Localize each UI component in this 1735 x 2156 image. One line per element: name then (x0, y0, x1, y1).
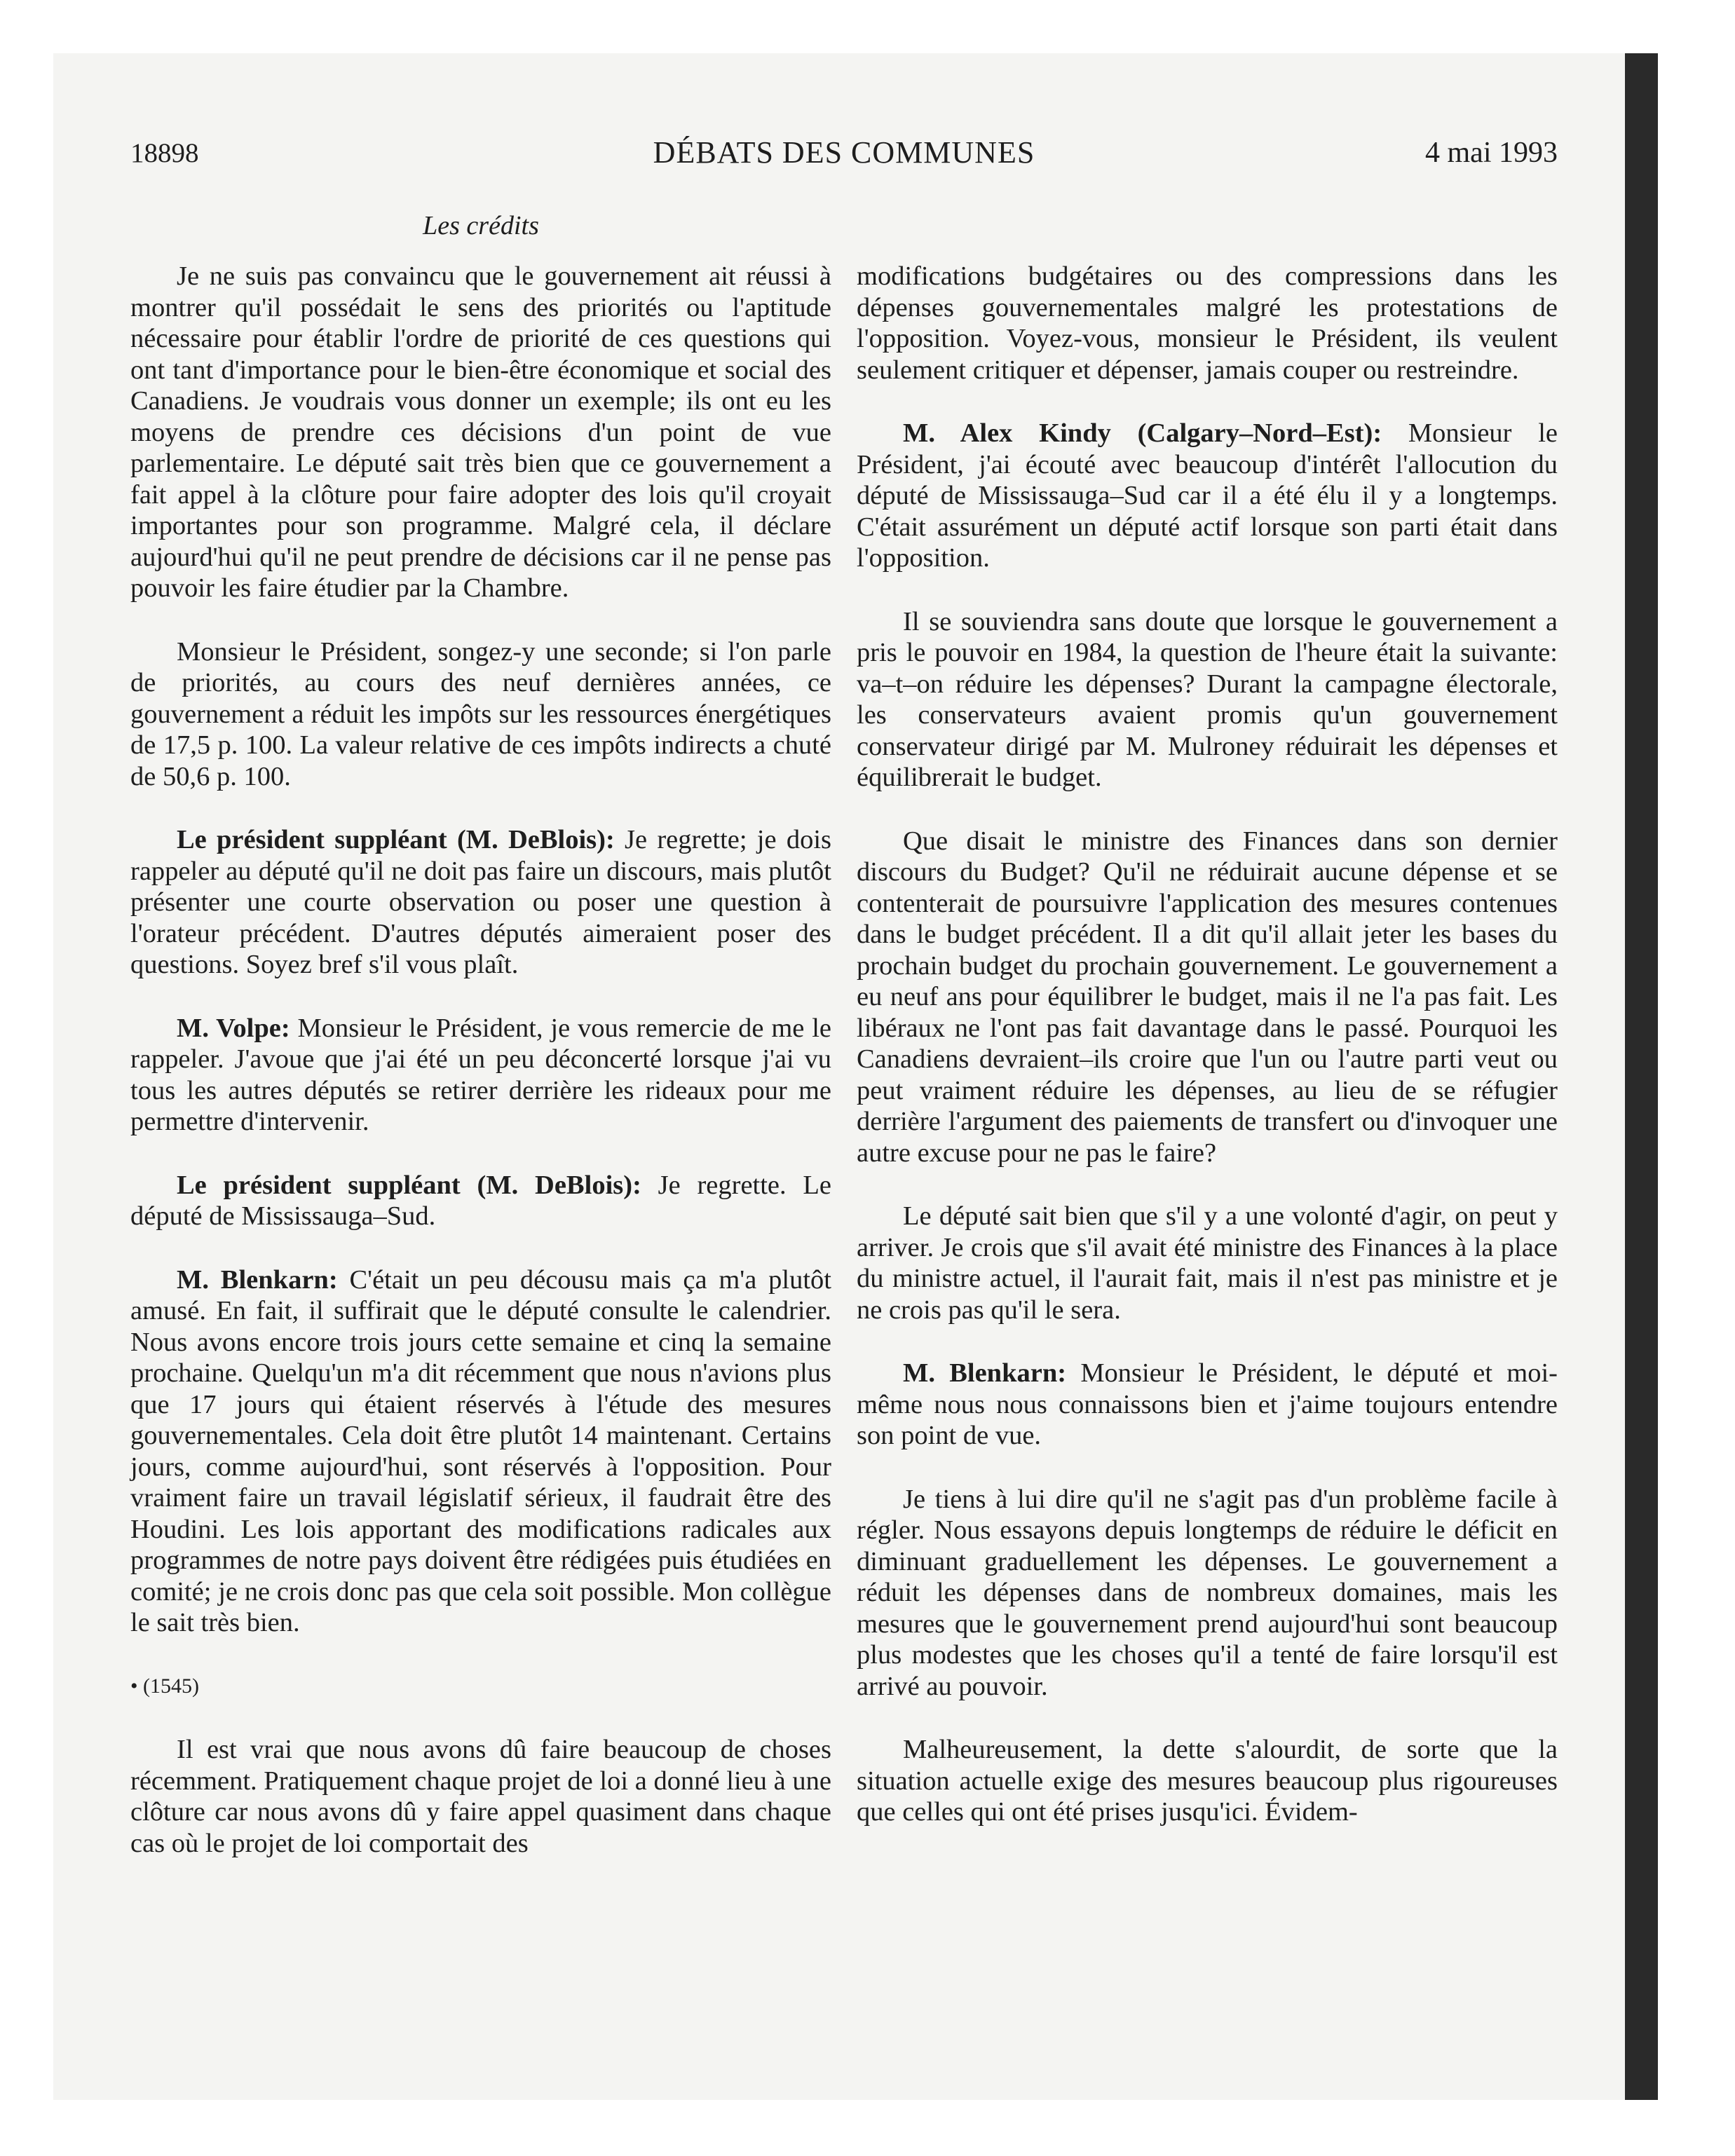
paragraph-text: C'était un peu décousu mais ça m'a plutôt amusé. En fait, il suffirait que le député consulte le calendrier. Nous avons encore trois jours cette semaine et cinq la semaine prochaine. Quelqu'un m'a dit récemment que nous n'avions plus que 17 jours qui étaient réservés à l'étude des mesures gouvernementales. Cela doit être plutôt 14 maintenant. Certains jours, comme aujourd'hui, sont réservés à l'opposition. Pour vraiment faire un travail législatif sérieux, il faudrait être des Houdini. Les lois apportant des modifications radicales aux programmes de notre pays doivent être rédigées puis étudiées en comité; je ne crois donc pas que cela soit possible. Mon collègue le sait très bien. (130, 1264, 831, 1637)
page-number: 18898 (130, 138, 199, 168)
speaker-name: M. Blenkarn: (903, 1358, 1067, 1388)
paragraph (130, 824, 831, 981)
speaker-name: Le président suppléant (M. DeBlois): (177, 1170, 641, 1200)
paragraph-text: Monsieur le Président, je vous remercie de me le rappeler. J'avoue que j'ai été un peu déconcerté lorsque j'ai vu tous les autres députés se retirer derrière les rideaux pour me permettre d'intervenir. (130, 1013, 831, 1136)
paragraph (130, 1013, 831, 1138)
paragraph (857, 606, 1558, 793)
paragraph-text: Je tiens à lui dire qu'il ne s'agit pas d'un problème facile à régler. Nous essayons depuis longtemps de réduire le déficit en diminuant graduellement les dépenses. Le gouvernement a réduit les dépenses dans de nombreux domaines, mais les mesures que le gouvernement prend aujourd'hui sont beaucoup plus modestes que les choses qu'il a tenté de faire lorsqu'il est arrivé au pouvoir. (857, 1484, 1558, 1701)
speaker-name: M. Volpe: (177, 1013, 290, 1043)
paragraph-text: Monsieur le Président, le député et moi-même nous nous connaissons bien et j'aime toujours entendre son point de vue. (857, 1358, 1558, 1450)
paragraph (130, 1170, 831, 1232)
paragraph (130, 261, 831, 604)
paragraph-text: Je regrette. Le député de Mississauga–Sud. (130, 1170, 831, 1231)
paragraph-text: Il se souviendra sans doute que lorsque le gouvernement a pris le pouvoir en 1984, la question de l'heure était la suivante: va–t–on réduire les dépenses? Durant la campagne électorale, les conservateurs avaient promis qu'un gouvernement conservateur dirigé par M. Mulroney réduirait les dépenses et équilibrerait le budget. (857, 606, 1558, 792)
paragraph-text: modifications budgétaires ou des compressions dans les dépenses gouvernementales malgré les protestations de l'opposition. Voyez-vous, monsieur le Président, ils veulent seulement critiquer et dépenser, jamais couper ou restreindre. (857, 261, 1558, 385)
right-column (857, 261, 1558, 1828)
paragraph (857, 1201, 1558, 1325)
section-title: Les crédits (423, 211, 539, 240)
paragraph (130, 1734, 831, 1859)
paragraph (130, 636, 831, 793)
paragraph (857, 1734, 1558, 1828)
paragraph (857, 1484, 1558, 1703)
speaker-name: M. Blenkarn: (177, 1264, 338, 1295)
paragraph-text: Le député sait bien que s'il y a une volonté d'agir, on peut y arriver. Je crois que s'il avait été ministre des Finances à la place du ministre actuel, il l'aurait fait, mais il n'est pas ministre et je ne crois pas qu'il le sera. (857, 1201, 1558, 1325)
paragraph-text: Il est vrai que nous avons dû faire beaucoup de choses récemment. Pratiquement chaque projet de loi a donné lieu à une clôture car nous avons dû y faire appel quasiment dans chaque cas où le projet de loi comportait des (130, 1735, 831, 1858)
paragraph-text: • (1545) (130, 1674, 199, 1698)
paragraph-text: Je ne suis pas convaincu que le gouvernement ait réussi à montrer qu'il possédait le sens des priorités ou l'aptitude nécessaire pour établir l'ordre de priorité de ces questions qui ont tant d'importance pour le bien-être économique et social des Canadiens. Je voudrais vous donner un exemple; ils ont eu les moyens de prendre ces décisions d'un point de vue parlementaire. Le député sait très bien que ce gouvernement a fait appel à la clôture pour faire adopter des lois qu'il croyait importantes pour son programme. Malgré cela, il déclare aujourd'hui qu'il ne peut prendre de décisions car il ne pense pas pouvoir les faire étudier par la Chambre. (130, 261, 831, 603)
paragraph (857, 261, 1558, 386)
paragraph-text: Monsieur le Président, songez-y une seconde; si l'on parle de priorités, au cours des neuf dernières années, ce gouvernement a réduit les impôts sur les ressources énergétiques de 17,5 p. 100. La valeur relative de ces impôts indirects a chuté de 50,6 p. 100. (130, 636, 831, 791)
speaker-name: M. Alex Kindy (Calgary–Nord–Est): (903, 418, 1382, 448)
paragraph (130, 1264, 831, 1639)
speaker-name: Le président suppléant (M. DeBlois): (177, 825, 615, 854)
time-marker (130, 1671, 831, 1703)
scan-border-strip (1625, 53, 1658, 2100)
journal-title: DÉBATS DES COMMUNES (653, 135, 1035, 170)
paragraph-text: Malheureusement, la dette s'alourdit, de sorte que la situation actuelle exige des mesures beaucoup plus rigoureuses que celles qui ont été prises jusqu'ici. Évidem- (857, 1735, 1558, 1827)
left-column (130, 261, 831, 1859)
paragraph-text: Monsieur le Président, j'ai écouté avec beaucoup d'intérêt l'allocution du député de Mississauga–Sud car il a été élu il y a longtemps. C'était assurément un député actif lorsque son parti était dans l'opposition. (857, 418, 1558, 573)
journal-date: 4 mai 1993 (1425, 137, 1558, 169)
paragraph-text: Que disait le ministre des Finances dans son dernier discours du Budget? Qu'il ne réduirait aucune dépense et se contenterait de poursuivre l'application des mesures contenues dans le budget précédent. Il a dit qu'il allait jeter les bases du prochain budget du prochain gouvernement. Le gouvernement a eu neuf ans pour équilibrer le budget, mais il ne l'a pas fait. Les libéraux ne l'ont pas fait davantage dans le passé. Pourquoi les Canadiens devraient–ils croire que l'un ou l'autre parti veut ou peut vraiment réduire les dépenses, au lieu de se réfugier derrière l'argument des paiements de transfert ou d'invoquer une autre excuse pour ne pas le faire? (857, 826, 1558, 1168)
paragraph (857, 418, 1558, 574)
paragraph (857, 826, 1558, 1169)
page-header (130, 137, 1558, 172)
paragraph (857, 1358, 1558, 1452)
paragraph-text: Je regrette; je dois rappeler au député qu'il ne doit pas faire un discours, mais plutôt présenter une courte observation ou poser une question à l'orateur précédent. D'autres députés aimeraient poser des questions. Soyez bref s'il vous plaît. (130, 825, 831, 979)
